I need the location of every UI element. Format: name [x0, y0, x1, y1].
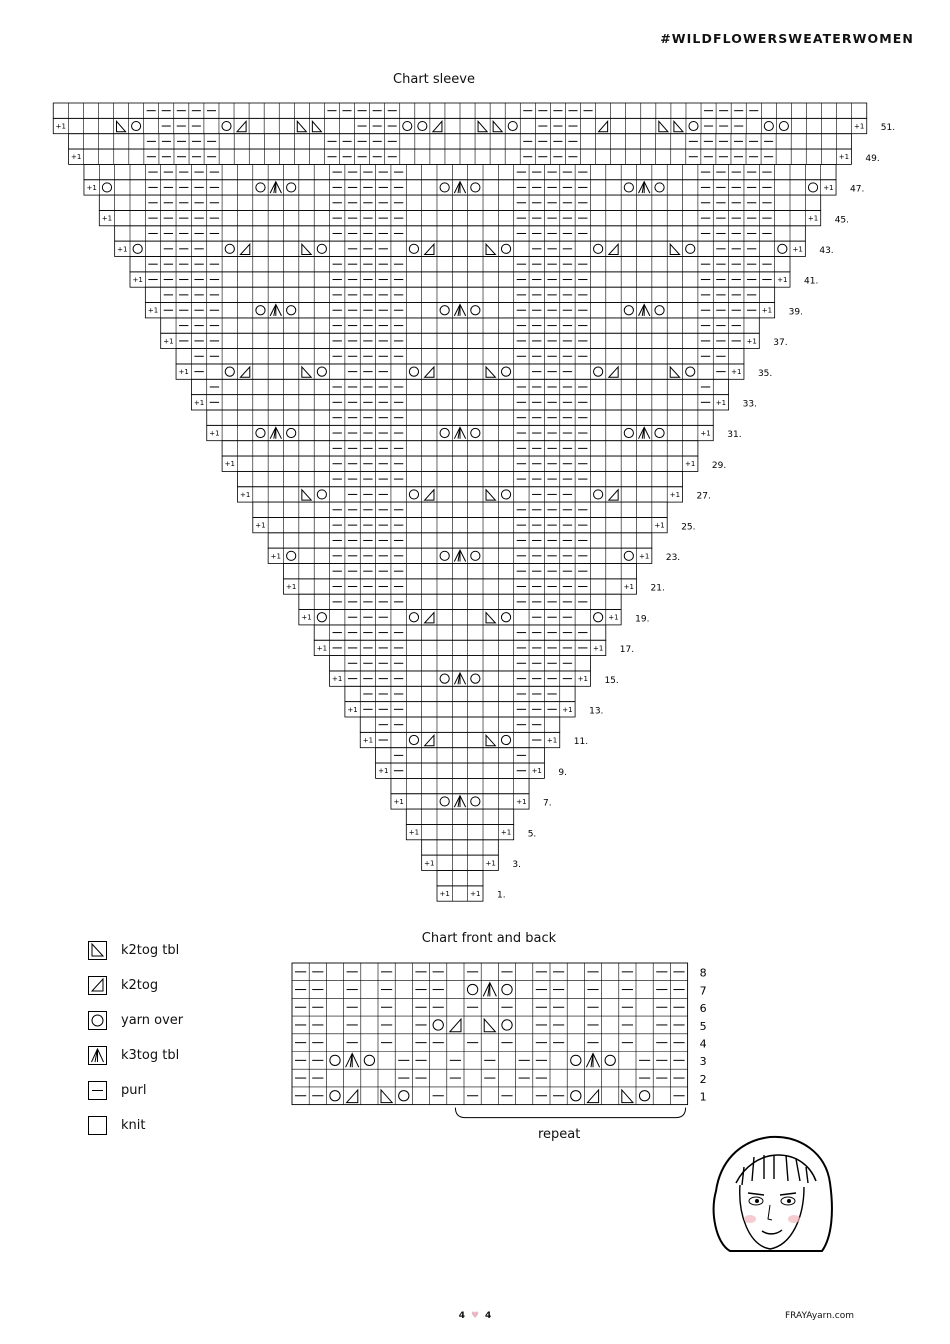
sleeve-row-label: 21. [650, 583, 665, 594]
yarn-over-symbol [502, 984, 512, 994]
sleeve-row-label: 49. [865, 153, 880, 164]
increase-symbol: +1 [439, 890, 450, 899]
increase-symbol: +1 [669, 490, 681, 499]
sleeve-row-label: 31. [727, 430, 742, 441]
k2tog-symbol [587, 1090, 598, 1103]
increase-symbol: +1 [807, 214, 819, 223]
front-row-label: 8 [699, 966, 707, 980]
increase-symbol: +1 [838, 153, 850, 162]
increase-symbol: +1 [301, 613, 312, 622]
increase-symbol: +1 [408, 828, 420, 837]
legend-label: k3tog tbl [121, 1048, 180, 1063]
sleeve-row-label: 39. [788, 307, 803, 318]
k2tog-tbl-icon [88, 941, 107, 960]
increase-symbol: +1 [424, 859, 435, 868]
page-left: 4 [458, 1311, 465, 1321]
front-chart-title: Chart front and back [421, 931, 557, 946]
front-row-label: 7 [699, 984, 707, 998]
sleeve-row-label: 15. [604, 675, 619, 686]
increase-symbol: +1 [163, 337, 174, 346]
sleeve-row-label: 17. [619, 645, 635, 656]
increase-symbol: +1 [55, 122, 66, 131]
sleeve-row-label: 45. [834, 215, 850, 226]
front-row-label: 2 [699, 1072, 707, 1086]
yarn-over-symbol [605, 1055, 615, 1065]
yarn-over-symbol [571, 1091, 581, 1101]
sleeve-row-label: 11. [573, 737, 589, 748]
front-row-label: 1 [699, 1090, 707, 1104]
k2tog-symbol [347, 1090, 358, 1103]
knit-icon [88, 1116, 107, 1135]
increase-symbol: +1 [854, 122, 865, 131]
sleeve-chart-title: Chart sleeve [393, 72, 475, 87]
sleeve-row-label: 43. [819, 246, 834, 256]
k2tog-icon [88, 976, 107, 995]
yarn-over-symbol [330, 1055, 340, 1065]
increase-symbol: +1 [362, 736, 374, 745]
legend-label: knit [121, 1118, 146, 1133]
sleeve-row-label: 23. [665, 553, 681, 563]
yarn-over-symbol [571, 1055, 581, 1065]
legend-label: yarn over [121, 1013, 184, 1028]
increase-symbol: +1 [178, 368, 189, 377]
k3tog-tbl-symbol [483, 983, 496, 997]
yarn-over-symbol [639, 1091, 649, 1101]
increase-symbol: +1 [209, 429, 220, 438]
legend-item [88, 1003, 183, 1038]
yarn-over-icon [88, 1011, 107, 1030]
sleeve-row-label: 19. [635, 614, 650, 625]
increase-symbol: +1 [823, 183, 834, 192]
legend-item [88, 1038, 183, 1073]
legend-label: purl [121, 1083, 147, 1098]
legend-item [88, 1073, 183, 1108]
front-row-label: 5 [699, 1019, 707, 1033]
sleeve-row-label: 1. [497, 890, 506, 901]
increase-symbol: +1 [332, 675, 343, 684]
sleeve-row-label: 29. [711, 460, 727, 471]
increase-symbol: +1 [577, 675, 588, 684]
increase-symbol: +1 [193, 398, 205, 407]
sleeve-row-label: 33. [742, 399, 757, 410]
sleeve-row-label: 25. [681, 522, 696, 533]
sleeve-row-label: 7. [543, 798, 552, 809]
increase-symbol: +1 [500, 828, 512, 837]
purl-icon [88, 1081, 107, 1100]
increase-symbol: +1 [393, 797, 404, 806]
increase-symbol: +1 [639, 552, 650, 561]
increase-symbol: +1 [255, 521, 266, 530]
increase-symbol: +1 [700, 429, 711, 438]
sleeve-row-label: 5. [527, 829, 537, 840]
increase-symbol: +1 [378, 767, 389, 776]
legend [88, 933, 183, 1143]
increase-symbol: +1 [147, 306, 159, 315]
increase-symbol: +1 [715, 398, 727, 407]
increase-symbol: +1 [286, 583, 297, 592]
yarn-over-symbol [330, 1091, 340, 1101]
legend-item [88, 933, 183, 968]
yarn-over-symbol [399, 1091, 409, 1101]
yarn-over-symbol [433, 1020, 443, 1030]
legend-label: k2tog tbl [121, 943, 180, 958]
increase-symbol: +1 [70, 153, 82, 162]
increase-symbol: +1 [746, 337, 757, 346]
increase-symbol: +1 [347, 705, 358, 714]
yarn-over-symbol [502, 1020, 512, 1030]
increase-symbol: +1 [132, 276, 143, 285]
increase-symbol: +1 [516, 797, 527, 806]
increase-symbol: +1 [101, 214, 113, 223]
k2tog-tbl-symbol [381, 1090, 392, 1103]
sleeve-row-label: 9. [558, 767, 567, 778]
increase-symbol: +1 [470, 890, 481, 899]
front-row-label: 3 [699, 1055, 707, 1069]
sleeve-row-label: 35. [757, 368, 773, 379]
legend-label: k2tog [121, 978, 159, 993]
yarn-over-symbol [467, 984, 477, 994]
sleeve-row-label: 27. [696, 491, 711, 502]
yarn-over-symbol [364, 1055, 374, 1065]
sleeve-row-label: 41. [804, 276, 819, 287]
increase-symbol: +1 [224, 460, 235, 469]
legend-item [88, 1108, 183, 1143]
increase-symbol: +1 [592, 644, 604, 653]
front-row-label: 6 [699, 1002, 707, 1016]
face-illustration [708, 1133, 838, 1263]
front-row-label: 4 [699, 1037, 707, 1051]
heart-icon: ♥ [470, 1311, 480, 1321]
page-right: 4 [485, 1311, 492, 1321]
increase-symbol: +1 [531, 767, 542, 776]
increase-symbol: +1 [623, 583, 634, 592]
increase-symbol: +1 [731, 368, 742, 377]
increase-symbol: +1 [117, 245, 128, 254]
increase-symbol: +1 [546, 736, 558, 745]
k2tog-tbl-symbol [484, 1019, 495, 1032]
site-url: FRAYAyarn.com [784, 1311, 854, 1321]
increase-symbol: +1 [608, 613, 619, 622]
increase-symbol: +1 [316, 644, 328, 653]
k2tog-tbl-symbol [622, 1090, 633, 1103]
legend-item [88, 968, 183, 1003]
sleeve-row-label: 37. [773, 338, 788, 349]
sleeve-row-label: 51. [880, 123, 896, 134]
k3tog-tbl-symbol [346, 1054, 359, 1068]
increase-symbol: +1 [270, 552, 281, 561]
increase-symbol: +1 [761, 306, 773, 315]
increase-symbol: +1 [777, 276, 788, 285]
increase-symbol: +1 [485, 859, 496, 868]
repeat-bracket [455, 1108, 685, 1118]
sleeve-row-label: 13. [589, 706, 604, 717]
sleeve-row-label: 47. [850, 184, 865, 195]
increase-symbol: +1 [685, 460, 696, 469]
k3tog-tbl-symbol [586, 1054, 599, 1068]
increase-symbol: +1 [792, 245, 803, 254]
increase-symbol: +1 [654, 521, 665, 530]
increase-symbol: +1 [239, 490, 251, 499]
k2tog-symbol [450, 1019, 461, 1032]
increase-symbol: +1 [86, 183, 97, 192]
k3tog-tbl-icon [88, 1046, 107, 1065]
increase-symbol: +1 [562, 705, 573, 714]
repeat-label: repeat [538, 1127, 581, 1142]
hashtag-header: #WILDFLOWERSWEATERWOMEN [660, 31, 914, 46]
sleeve-row-label: 3. [512, 860, 521, 870]
